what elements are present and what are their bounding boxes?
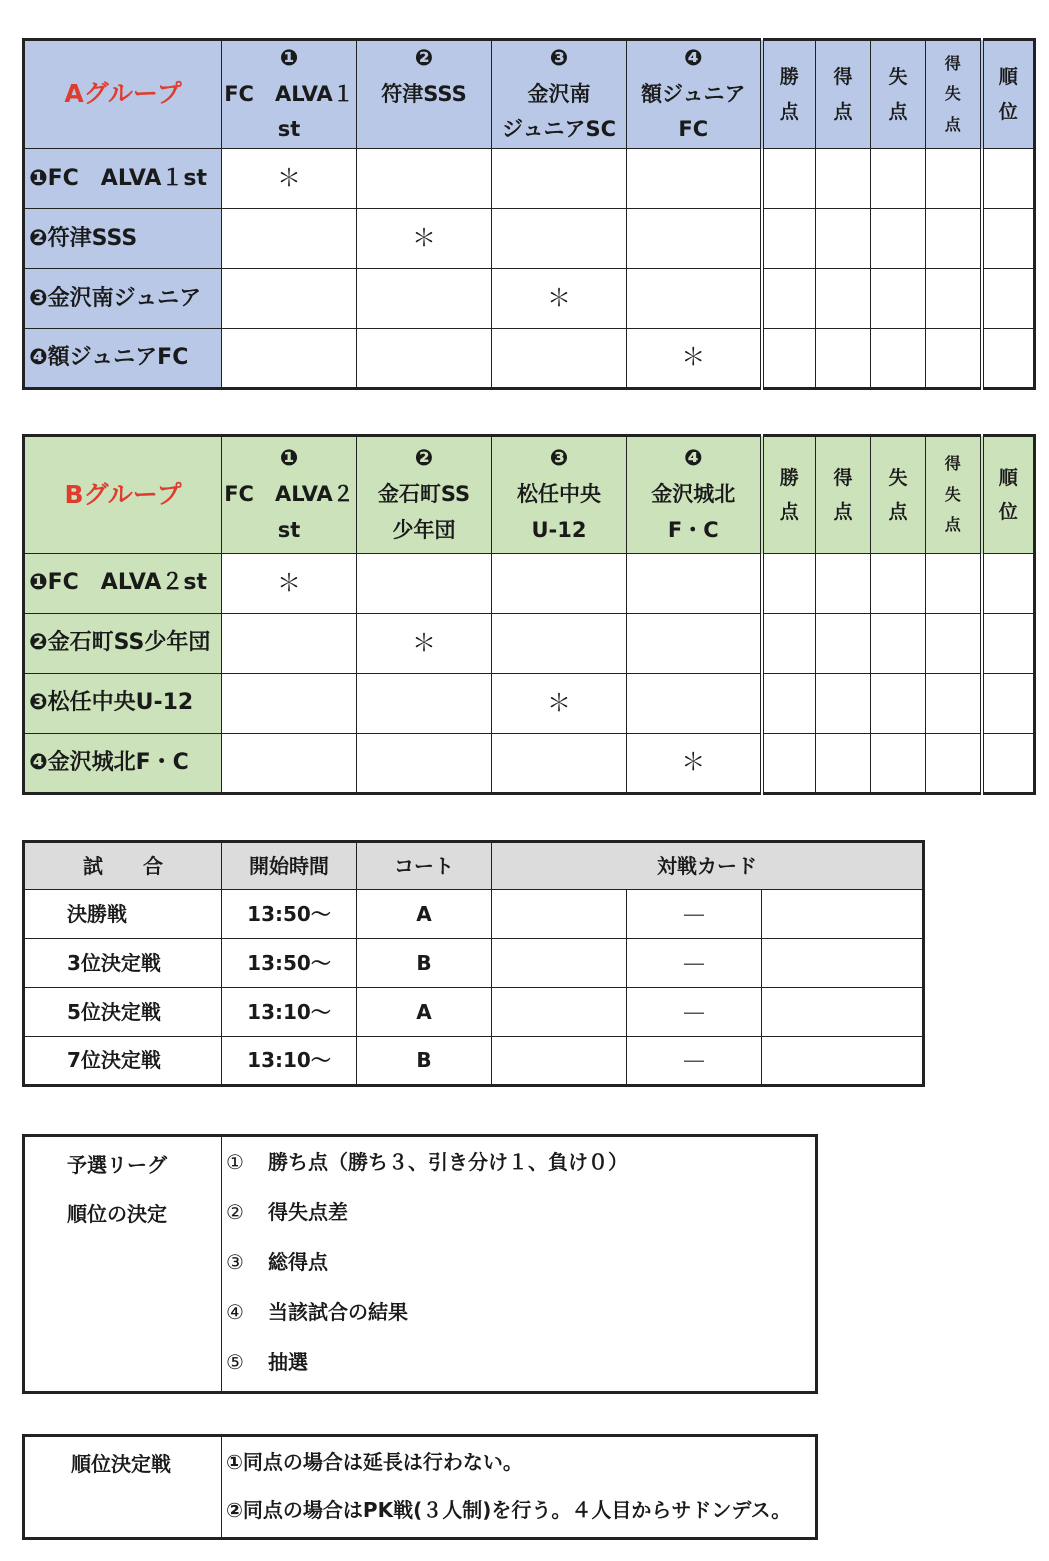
vs-dash: ―: [627, 1037, 762, 1086]
start-time: 13:10～: [222, 988, 357, 1037]
team-slot-right[interactable]: [762, 939, 924, 988]
court: B: [357, 1037, 492, 1086]
stat-cell[interactable]: [816, 269, 871, 329]
schedule-row: [24, 1037, 924, 1086]
stat-cell[interactable]: [871, 329, 926, 389]
group-a-row-3: [24, 269, 1035, 329]
league-rules-list: [222, 1136, 817, 1393]
diagonal-mark: ＊: [222, 149, 357, 209]
group-a-col-1: ❶ FC ALVA１ st: [222, 40, 357, 149]
group-b-team-2: ❷金石町SS少年団: [24, 614, 222, 674]
group-b-header-row: [24, 436, 1035, 554]
result-cell[interactable]: [492, 329, 627, 389]
match-name: 決勝戦: [24, 890, 222, 939]
court-header: コート: [357, 842, 492, 890]
rule-item: ④ 当該試合の結果: [226, 1300, 408, 1324]
match-name: 5位決定戦: [24, 988, 222, 1037]
group-b-col-2: ❷ 金石町SS 少年団: [357, 436, 492, 554]
result-cell[interactable]: [222, 269, 357, 329]
stat-cell[interactable]: [762, 209, 816, 269]
group-a-team-1: ❶FC ALVA１st: [24, 149, 222, 209]
result-cell[interactable]: [222, 209, 357, 269]
rank-cell[interactable]: [982, 614, 1035, 674]
rule-item: ③ 総得点: [226, 1250, 328, 1274]
diagonal-mark: ＊: [222, 554, 357, 614]
group-b-goals-for-header: 得 点: [816, 436, 871, 554]
match-name: 3位決定戦: [24, 939, 222, 988]
stat-cell[interactable]: [871, 209, 926, 269]
result-cell[interactable]: [222, 674, 357, 734]
rank-cell[interactable]: [982, 674, 1035, 734]
schedule-header-row: [24, 842, 924, 890]
match-header: 試 合: [24, 842, 222, 890]
result-cell[interactable]: [627, 554, 762, 614]
stat-cell[interactable]: [816, 149, 871, 209]
vs-dash: ―: [627, 939, 762, 988]
rule-item: ⑤ 抽選: [226, 1350, 308, 1374]
group-a-row-1: [24, 149, 1035, 209]
group-a-table: [22, 38, 1036, 390]
stat-cell[interactable]: [926, 554, 982, 614]
group-a-goal-diff-header: 得 失 点: [926, 40, 982, 149]
result-cell[interactable]: [357, 149, 492, 209]
stat-cell[interactable]: [762, 614, 816, 674]
group-a-rank-header: 順 位: [982, 40, 1035, 149]
group-b-row-3: [24, 674, 1035, 734]
league-rules-label: 予選リーグ 順位の決定: [24, 1136, 222, 1393]
rank-cell[interactable]: [982, 209, 1035, 269]
stat-cell[interactable]: [762, 674, 816, 734]
stat-cell[interactable]: [871, 269, 926, 329]
group-b-col-3: ❸ 松任中央 U-12: [492, 436, 627, 554]
rule-item: ①同点の場合は延長は行わない。: [226, 1450, 523, 1474]
group-a-team-2: ❷符津SSS: [24, 209, 222, 269]
diagonal-mark: ＊: [357, 614, 492, 674]
result-cell[interactable]: [492, 734, 627, 794]
stat-cell[interactable]: [816, 734, 871, 794]
stat-cell[interactable]: [926, 674, 982, 734]
team-slot-left[interactable]: [492, 1037, 627, 1086]
group-b-goal-diff-header: 得 失 点: [926, 436, 982, 554]
vs-dash: ―: [627, 890, 762, 939]
diagonal-mark: ＊: [492, 269, 627, 329]
team-slot-left[interactable]: [492, 988, 627, 1037]
court: A: [357, 988, 492, 1037]
stat-cell[interactable]: [816, 674, 871, 734]
group-a-row-4: [24, 329, 1035, 389]
stat-cell[interactable]: [762, 149, 816, 209]
rank-cell[interactable]: [982, 149, 1035, 209]
diagonal-mark: ＊: [492, 674, 627, 734]
result-cell[interactable]: [357, 674, 492, 734]
result-cell[interactable]: [492, 209, 627, 269]
result-cell[interactable]: [222, 614, 357, 674]
result-cell[interactable]: [492, 614, 627, 674]
result-cell[interactable]: [492, 554, 627, 614]
stat-cell[interactable]: [816, 209, 871, 269]
result-cell[interactable]: [627, 149, 762, 209]
group-b-col-4: ❹ 金沢城北 F・C: [627, 436, 762, 554]
result-cell[interactable]: [627, 209, 762, 269]
group-b-team-4: ❹金沢城北F・C: [24, 734, 222, 794]
rank-cell[interactable]: [982, 269, 1035, 329]
stat-cell[interactable]: [926, 269, 982, 329]
result-cell[interactable]: [627, 674, 762, 734]
diagonal-mark: ＊: [627, 329, 762, 389]
group-a-team-4: ❹額ジュニアFC: [24, 329, 222, 389]
group-b-win-points-header: 勝 点: [762, 436, 816, 554]
stat-cell[interactable]: [926, 149, 982, 209]
diagonal-mark: ＊: [627, 734, 762, 794]
stat-cell[interactable]: [762, 329, 816, 389]
result-cell[interactable]: [492, 149, 627, 209]
result-cell[interactable]: [357, 734, 492, 794]
group-a-col-2: ❷ 符津SSS: [357, 40, 492, 149]
stat-cell[interactable]: [762, 554, 816, 614]
start-time-header: 開始時間: [222, 842, 357, 890]
group-b-table: [22, 434, 1036, 795]
group-b-rank-header: 順 位: [982, 436, 1035, 554]
court: B: [357, 939, 492, 988]
rule-item: ②同点の場合はPK戦(３人制)を行う。４人目からサドンデス。: [226, 1498, 792, 1522]
stat-cell[interactable]: [816, 329, 871, 389]
group-b-team-3: ❸松任中央U-12: [24, 674, 222, 734]
league-ranking-rules: [22, 1134, 818, 1394]
placement-match-rules: [22, 1434, 818, 1540]
stat-cell[interactable]: [762, 269, 816, 329]
group-a-team-3: ❸金沢南ジュニア: [24, 269, 222, 329]
group-b-goals-against-header: 失 点: [871, 436, 926, 554]
result-cell[interactable]: [222, 734, 357, 794]
vs-dash: ―: [627, 988, 762, 1037]
result-cell[interactable]: [627, 269, 762, 329]
group-a-goals-against-header: 失 点: [871, 40, 926, 149]
start-time: 13:50～: [222, 890, 357, 939]
stat-cell[interactable]: [926, 614, 982, 674]
rank-cell[interactable]: [982, 554, 1035, 614]
match-name: 7位決定戦: [24, 1037, 222, 1086]
group-a-goals-for-header: 得 点: [816, 40, 871, 149]
start-time: 13:10～: [222, 1037, 357, 1086]
rank-cell[interactable]: [982, 734, 1035, 794]
group-a-row-2: [24, 209, 1035, 269]
schedule-row: [24, 939, 924, 988]
group-b-title: Bグループ: [24, 436, 222, 554]
stat-cell[interactable]: [871, 674, 926, 734]
stat-cell[interactable]: [816, 554, 871, 614]
result-cell[interactable]: [357, 329, 492, 389]
start-time: 13:50～: [222, 939, 357, 988]
result-cell[interactable]: [357, 554, 492, 614]
stat-cell[interactable]: [871, 149, 926, 209]
group-b-team-1: ❶FC ALVA２st: [24, 554, 222, 614]
group-a-col-3: ❸ 金沢南 ジュニアSC: [492, 40, 627, 149]
placement-rules-list: [222, 1436, 817, 1539]
stat-cell[interactable]: [871, 554, 926, 614]
schedule-row: [24, 890, 924, 939]
team-slot-right[interactable]: [762, 1037, 924, 1086]
stat-cell[interactable]: [816, 614, 871, 674]
team-slot-right[interactable]: [762, 890, 924, 939]
result-cell[interactable]: [222, 329, 357, 389]
stat-cell[interactable]: [871, 734, 926, 794]
group-a-win-points-header: 勝 点: [762, 40, 816, 149]
group-b-col-1: ❶ FC ALVA２ st: [222, 436, 357, 554]
result-cell[interactable]: [357, 269, 492, 329]
group-b-row-2: [24, 614, 1035, 674]
match-schedule-table: [22, 840, 925, 1087]
court: A: [357, 890, 492, 939]
group-b-row-4: [24, 734, 1035, 794]
schedule-row: [24, 988, 924, 1037]
stat-cell[interactable]: [762, 734, 816, 794]
stat-cell[interactable]: [926, 209, 982, 269]
stat-cell[interactable]: [926, 734, 982, 794]
rule-item: ② 得失点差: [226, 1200, 348, 1224]
result-cell[interactable]: [627, 614, 762, 674]
placement-rules-label: 順位決定戦: [24, 1436, 222, 1539]
group-b-row-1: [24, 554, 1035, 614]
group-a-col-4: ❹ 額ジュニア FC: [627, 40, 762, 149]
group-a-title: Aグループ: [24, 40, 222, 149]
stat-cell[interactable]: [871, 614, 926, 674]
match-card-header: 対戦カード: [492, 842, 924, 890]
team-slot-right[interactable]: [762, 988, 924, 1037]
team-slot-left[interactable]: [492, 939, 627, 988]
diagonal-mark: ＊: [357, 209, 492, 269]
rule-item: ① 勝ち点（勝ち３、引き分け１、負け０）: [226, 1150, 628, 1174]
group-a-header-row: [24, 40, 1035, 149]
team-slot-left[interactable]: [492, 890, 627, 939]
rank-cell[interactable]: [982, 329, 1035, 389]
stat-cell[interactable]: [926, 329, 982, 389]
